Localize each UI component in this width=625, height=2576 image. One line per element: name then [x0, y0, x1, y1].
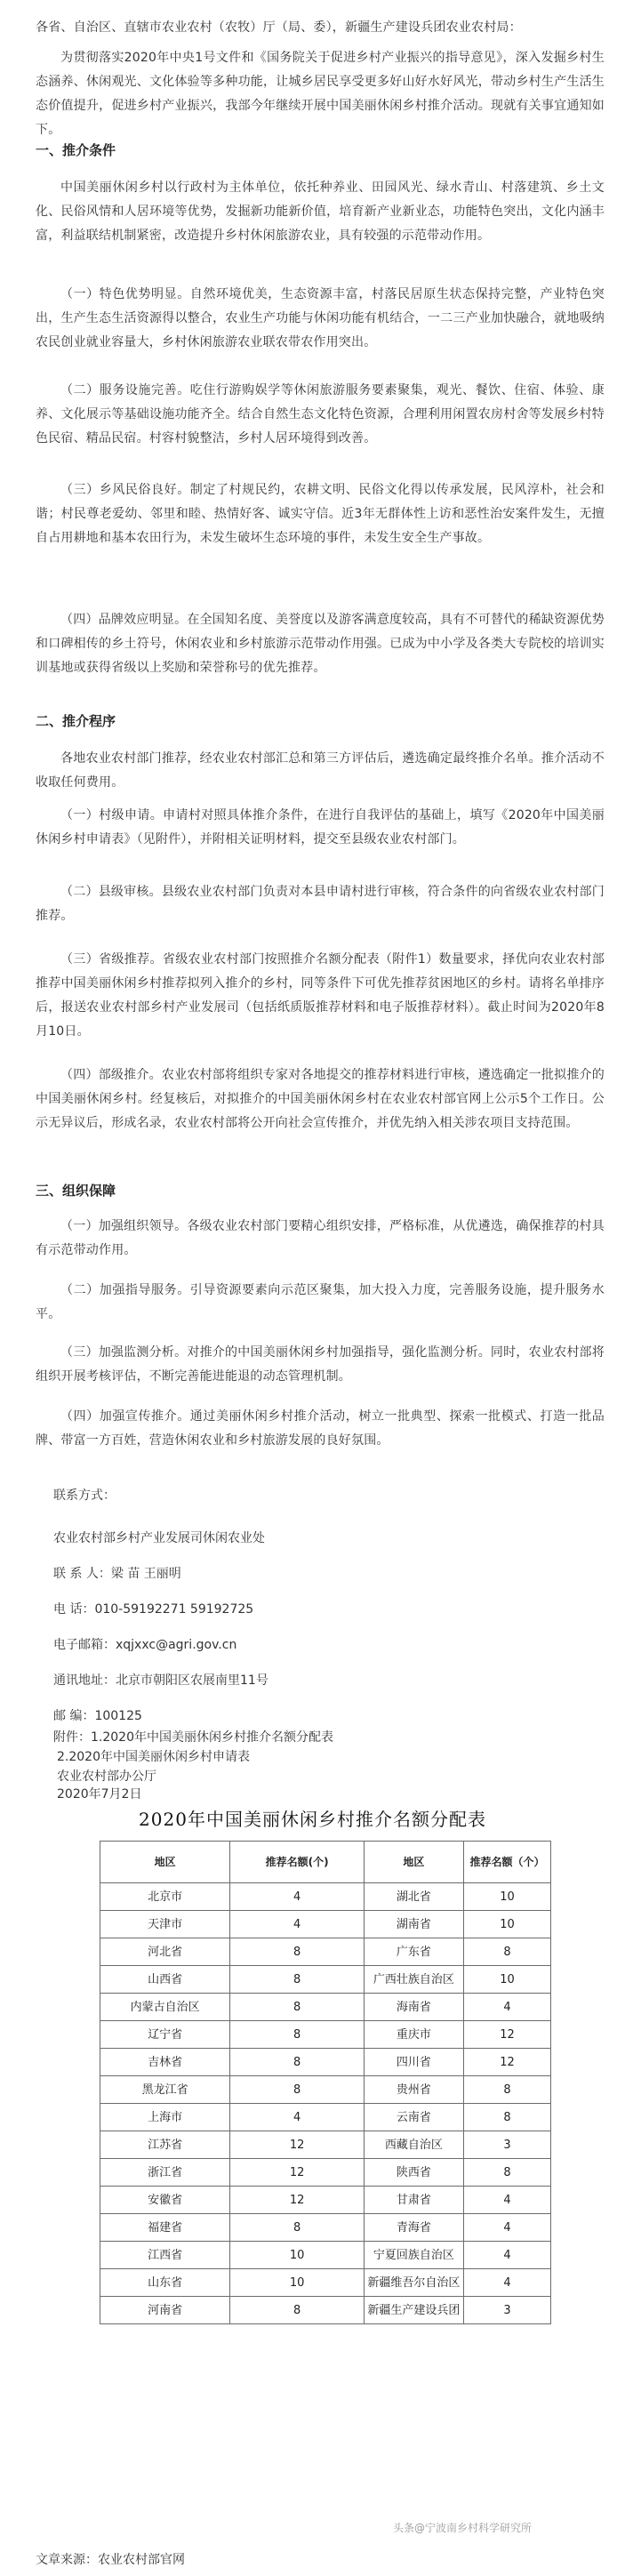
table-row [100, 2187, 551, 2214]
table-row [100, 1994, 551, 2021]
quota-cell: 3 [463, 2297, 550, 2324]
region-cell: 山西省 [100, 1966, 230, 1994]
table-row [100, 2214, 551, 2242]
region-cell: 天津市 [100, 1911, 230, 1938]
region-cell: 广西壮族自治区 [364, 1966, 463, 1994]
section-heading-organization: 三、组织保障 [36, 1183, 116, 1199]
region-cell: 重庆市 [364, 2021, 463, 2049]
quota-table [100, 1841, 551, 2324]
region-cell: 山东省 [100, 2269, 230, 2297]
attachment-1: 附件：1.2020年中国美丽休闲乡村推介名额分配表 [53, 1730, 333, 1745]
region-cell: 西藏自治区 [364, 2131, 463, 2159]
quota-cell: 8 [230, 2214, 365, 2242]
quota-cell: 10 [230, 2242, 365, 2269]
region-cell: 海南省 [364, 1994, 463, 2021]
quota-cell: 12 [463, 2049, 550, 2076]
region-cell: 贵州省 [364, 2076, 463, 2104]
procedure-item: （一）村级申请。申请村对照具体推介条件，在进行自我评估的基础上，填写《2020年中国美丽休闲乡村申请表》（见附件），并附相关证明材料，提交至县级农业农村部门。 [36, 808, 605, 847]
quota-cell: 10 [230, 2269, 365, 2297]
table-row [100, 2242, 551, 2269]
region-cell: 河南省 [100, 2297, 230, 2324]
region-cell: 新疆生产建设兵团 [364, 2297, 463, 2324]
quota-cell: 4 [230, 1911, 365, 1938]
quota-cell: 3 [463, 2131, 550, 2159]
article-source: 文章来源：农业农村部官网 [36, 2553, 185, 2567]
quota-cell: 8 [230, 2049, 365, 2076]
region-cell: 陕西省 [364, 2159, 463, 2187]
region-cell: 河北省 [100, 1938, 230, 1966]
table-row [100, 2049, 551, 2076]
quota-cell: 8 [230, 1966, 365, 1994]
table-header-cell: 推荐名额（个） [463, 1842, 550, 1883]
table-row [100, 1966, 551, 1994]
organization-item: （三）加强监测分析。对推介的中国美丽休闲乡村加强指导，强化监测分析。同时，农业农村部将组织开展考核评估，不断完善能进能退的动态管理机制。 [36, 1345, 605, 1384]
table-row [100, 1911, 551, 1938]
quota-cell: 4 [463, 1994, 550, 2021]
quota-cell: 12 [230, 2131, 365, 2159]
table-header-cell: 地区 [364, 1842, 463, 1883]
region-cell: 江苏省 [100, 2131, 230, 2159]
organization-item: （二）加强指导服务。引导资源要素向示范区聚集，加大投入力度，完善服务设施，提升服务水平。 [36, 1283, 605, 1321]
quota-cell: 8 [463, 2076, 550, 2104]
contact-phone: 电 话：010-59192271 59192725 [53, 1602, 254, 1617]
region-cell: 甘肃省 [364, 2187, 463, 2214]
region-cell: 青海省 [364, 2214, 463, 2242]
table-row [100, 2021, 551, 2049]
section-heading-procedure: 二、推介程序 [36, 713, 116, 729]
region-cell: 广东省 [364, 1938, 463, 1966]
quota-cell: 12 [463, 2021, 550, 2049]
contact-email-row [53, 1636, 236, 1654]
quota-cell: 12 [230, 2159, 365, 2187]
condition-item: （四）品牌效应明显。在全国知名度、美誉度以及游客满意度较高，具有不可替代的稀缺资源优势和口碑相传的乡土符号，休闲农业和乡村旅游示范带动作用强。已成为中小学及各类大专院校的培训实训基地或获得省级以上奖励和荣誉称号的优先推荐。 [36, 613, 605, 675]
quota-cell: 8 [230, 2076, 365, 2104]
contact-address: 通讯地址：北京市朝阳区农展南里11号 [53, 1673, 268, 1688]
table-row [100, 1883, 551, 1911]
table-row [100, 2104, 551, 2131]
quota-cell: 4 [230, 1883, 365, 1911]
organization-item: （四）加强宣传推介。通过美丽休闲乡村推介活动，树立一批典型、探索一批模式、打造一批品牌、带富一方百姓，营造休闲农业和乡村旅游发展的良好氛围。 [36, 1409, 605, 1448]
quota-cell: 4 [463, 2242, 550, 2269]
region-cell: 福建省 [100, 2214, 230, 2242]
quota-cell: 8 [230, 1994, 365, 2021]
region-cell: 安徽省 [100, 2187, 230, 2214]
quota-cell: 8 [230, 2297, 365, 2324]
procedure-item: （四）部级推介。农业农村部将组织专家对各地提交的推荐材料进行审核，遴选确定一批拟推介的中国美丽休闲乡村。经复核后，对拟推介的中国美丽休闲乡村在农业农村部官网上公示5个工作日。公示无异议后，形成名录，农业农村部将公开向社会宣传推介，并优先纳入相关涉农项目支持范围。 [36, 1068, 605, 1130]
table-row [100, 2269, 551, 2297]
contact-dept: 农业农村部乡村产业发展司休闲农业处 [53, 1531, 265, 1545]
region-cell: 宁夏回族自治区 [364, 2242, 463, 2269]
contact-heading: 联系方式： [53, 1489, 116, 1503]
quota-cell: 8 [463, 2159, 550, 2187]
quota-cell: 8 [230, 1938, 365, 1966]
section-heading-conditions: 一、推介条件 [36, 142, 116, 158]
procedure-item: （二）县级审核。县级农业农村部门负责对本县申请村进行审核，符合条件的向省级农业农村部门推荐。 [36, 885, 605, 923]
table-row [100, 1938, 551, 1966]
signoff-date: 2020年7月2日 [57, 1787, 142, 1802]
quota-cell: 8 [463, 2104, 550, 2131]
region-cell: 黑龙江省 [100, 2076, 230, 2104]
region-cell: 辽宁省 [100, 2021, 230, 2049]
watermark-text: 头条@宁波南乡村科学研究所 [393, 2522, 533, 2534]
procedure-item: （三）省级推荐。省级农业农村部门按照推介名额分配表（附件1）数量要求，择优向农业农村部推荐中国美丽休闲乡村推荐拟列入推介的乡村，同等条件下可优先推荐贫困地区的乡村。请将名单排序后，报送农业农村部乡村产业发展司（包括纸质版推荐材料和电子版推荐材料）。截止时间为2020年8月10日。 [36, 952, 605, 1039]
quota-cell: 8 [230, 2021, 365, 2049]
region-cell: 北京市 [100, 1883, 230, 1911]
procedure-intro: 各地农业农村部门推荐，经农业农村部汇总和第三方评估后，遴选确定最终推介名单。推介活动不收取任何费用。 [36, 751, 605, 790]
quota-cell: 10 [463, 1966, 550, 1994]
condition-item: （一）特色优势明显。自然环境优美，生态资源丰富，村落民居原生状态保持完整，产业特色突出，生产生态生活资源得以整合，农业生产功能与休闲功能有机结合，一二三产业加快融合，就地吸纳农民创业就业容量大，乡村休闲旅游农业联农带农作用突出。 [36, 287, 605, 349]
quota-cell: 4 [463, 2187, 550, 2214]
quota-cell: 4 [230, 2104, 365, 2131]
table-row [100, 2131, 551, 2159]
condition-item: （三）乡风民俗良好。制定了村规民约，农耕文明、民俗文化得以传承发展，民风淳朴，社会和谐；村民尊老爱幼、邻里和睦、热情好客、诚实守信。近3年无群体性上访和恶性治安案件发生，无擅自占用耕地和基本农田行为，未发生破坏生态环境的事件，未发生安全生产事故。 [36, 483, 605, 545]
quota-cell: 8 [463, 1938, 550, 1966]
contact-people: 联 系 人：梁 苗 王丽明 [53, 1567, 181, 1581]
region-cell: 上海市 [100, 2104, 230, 2131]
region-cell: 江西省 [100, 2242, 230, 2269]
condition-item: （二）服务设施完善。吃住行游购娱学等休闲旅游服务要素聚集，观光、餐饮、住宿、体验、康养、文化展示等基础设施功能齐全。结合自然生态文化特色资源，合理利用闲置农房村舍等发展乡村特色民宿、精品民宿。村容村貌整洁，乡村人居环境得到改善。 [36, 383, 605, 445]
region-cell: 新疆维吾尔自治区 [364, 2269, 463, 2297]
quota-cell: 10 [463, 1883, 550, 1911]
table-row [100, 2297, 551, 2324]
contact-email-label: 电子邮箱： [53, 1638, 116, 1652]
signoff-office: 农业农村部办公厅 [57, 1769, 156, 1784]
attachment-2: 2.2020年中国美丽休闲乡村申请表 [57, 1750, 250, 1764]
region-cell: 四川省 [364, 2049, 463, 2076]
region-cell: 吉林省 [100, 2049, 230, 2076]
region-cell: 云南省 [364, 2104, 463, 2131]
salutation: 各省、自治区、直辖市农业农村（农牧）厅（局、委），新疆生产建设兵团农业农村局： [36, 20, 522, 35]
region-cell: 湖南省 [364, 1911, 463, 1938]
region-cell: 浙江省 [100, 2159, 230, 2187]
quota-cell: 10 [463, 1911, 550, 1938]
region-cell: 内蒙古自治区 [100, 1994, 230, 2021]
table-row [100, 2159, 551, 2187]
contact-email-link[interactable]: xqjxxc@agri.gov.cn [116, 1638, 237, 1652]
table-header-cell: 推荐名额(个) [230, 1842, 365, 1883]
intro-paragraph: 为贯彻落实2020年中央1号文件和《国务院关于促进乡村产业振兴的指导意见》，深入发掘乡村生态涵养、休闲观光、文化体验等多种功能，让城乡居民享受更多好山好水好风光，带动乡村生产生活生态价值提升，促进乡村产业振兴，我部今年继续开展中国美丽休闲乡村推介活动。现就有关事宜通知如下。 [36, 51, 605, 137]
table-row [100, 2076, 551, 2104]
quota-cell: 4 [463, 2269, 550, 2297]
table-header-cell: 地区 [100, 1842, 230, 1883]
region-cell: 湖北省 [364, 1883, 463, 1911]
contact-postcode: 邮 编：100125 [53, 1709, 142, 1723]
quota-cell: 4 [463, 2214, 550, 2242]
table-header-row [100, 1842, 551, 1883]
table-title: 2020年中国美丽休闲乡村推介名额分配表 [139, 1809, 486, 1830]
quota-cell: 12 [230, 2187, 365, 2214]
conditions-intro: 中国美丽休闲乡村以行政村为主体单位，依托种养业、田园风光、绿水青山、村落建筑、乡土文化、民俗风情和人居环境等优势，发掘新功能新价值，培育新产业新业态，功能特色突出，文化内涵丰富，利益联结机制紧密，改造提升乡村休闲旅游农业，具有较强的示范带动作用。 [36, 181, 605, 243]
organization-item: （一）加强组织领导。各级农业农村部门要精心组织安排，严格标准，从优遴选，确保推荐的村具有示范带动作用。 [36, 1219, 605, 1257]
